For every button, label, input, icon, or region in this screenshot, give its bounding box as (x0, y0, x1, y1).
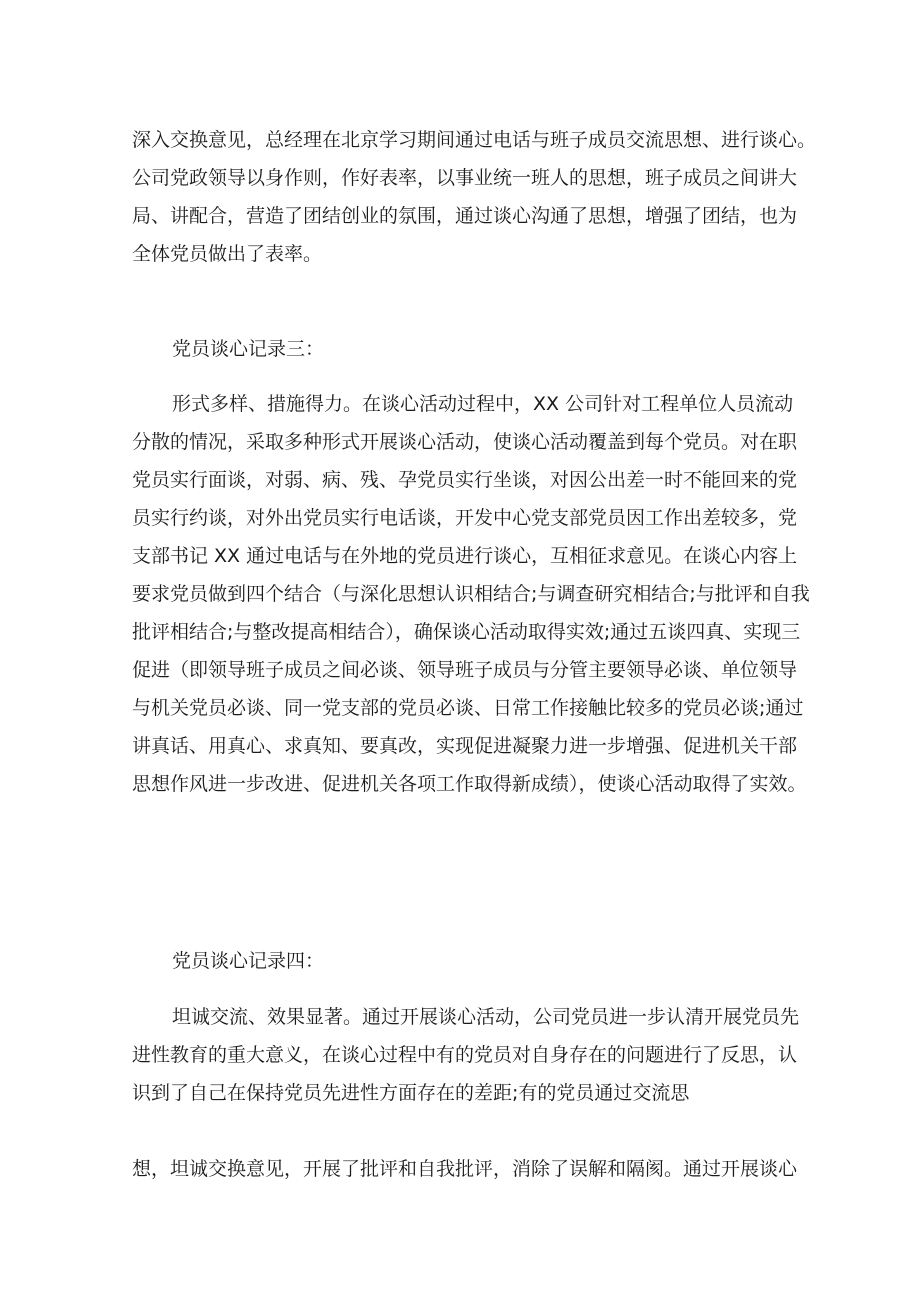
text-line: 局、讲配合，营造了团结创业的氛围，通过谈心沟通了思想，增强了团结，也为 (132, 205, 798, 227)
text-line: 坦诚交流、效果显著。通过开展谈心活动，公司党员进一步认清开展党员先 (172, 1006, 800, 1028)
text-line: 形式多样、措施得力。在谈心活动过程中，XX 公司针对工程单位人员流动 (172, 393, 794, 415)
text-line: 深入交换意见，总经理在北京学习期间通过电话与班子成员交流思想、进行谈心。 (132, 129, 817, 151)
text-line: 员实行约谈，对外出党员实行电话谈，开发中心党支部党员因工作出差较多，党 (132, 507, 798, 529)
paragraph-four-continued (132, 1150, 802, 1188)
text-line: 党员实行面谈，对弱、病、残、孕党员实行坐谈，对因公出差一时不能回来的党 (132, 469, 798, 491)
text-line: 分散的情况，采取多种形式开展谈心活动，使谈心活动覆盖到每个党员。对在职 (132, 431, 798, 453)
text-line: 与机关党员必谈、同一党支部的党员必谈、日常工作接触比较多的党员必谈;通过 (132, 697, 804, 719)
paragraph-four (132, 998, 802, 1112)
text-line: 支部书记 XX 通过电话与在外地的党员进行谈心，互相征求意见。在谈心内容上 (132, 545, 798, 567)
paragraph-three (132, 385, 810, 803)
text-line: 思想作风进一步改进、促进机关各项工作取得新成绩），使谈心活动取得了实效。 (132, 773, 807, 795)
section-heading-three (132, 330, 802, 368)
text-line: 进性教育的重大意义，在谈心过程中有的党员对自身存在的问题进行了反思，认 (132, 1044, 798, 1066)
text-line: 公司党政领导以身作则，作好表率，以事业统一班人的思想，班子成员之间讲大 (132, 167, 798, 189)
text-line: 要求党员做到四个结合（与深化思想认识相结合;与调查研究相结合;与批评和自我 (132, 583, 810, 605)
text-line: 识到了自己在保持党员先进性方面存在的差距;有的党员通过交流思 (132, 1082, 690, 1104)
text-line: 讲真话、用真心、求真知、要真改，实现促进凝聚力进一步增强、促进机关干部 (132, 735, 798, 757)
section-heading-four (132, 942, 802, 980)
text-line: 想，坦诚交换意见，开展了批评和自我批评，消除了误解和隔阂。通过开展谈心 (132, 1158, 798, 1180)
text-line: 全体党员做出了表率。 (132, 243, 323, 265)
paragraph-intro (132, 121, 817, 273)
heading-text: 党员谈心记录四： (172, 950, 325, 972)
text-line: 批评相结合;与整改提高相结合），确保谈心活动取得实效;通过五谈四真、实现三 (132, 621, 801, 643)
heading-text: 党员谈心记录三： (172, 338, 325, 360)
text-line: 促进（即领导班子成员之间必谈、领导班子成员与分管主要领导必谈、单位领导 (132, 659, 798, 681)
